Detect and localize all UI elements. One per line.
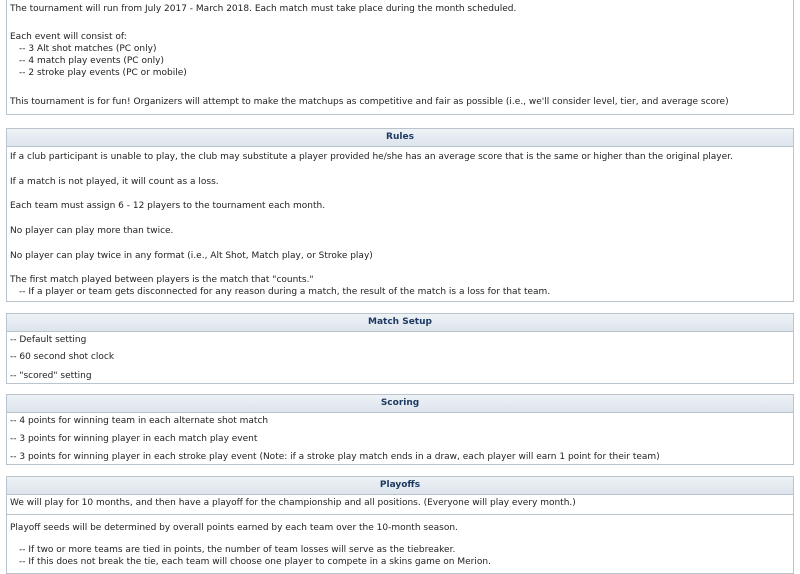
rule-text: No player can play twice in any format (i.e., Alt Shot, Match play, or Stroke play) [10,251,373,261]
scoring-section [6,394,794,465]
playoffs-text: -- If two or more teams are tied in points, the number of team losses will serve as the tiebreaker. [19,545,456,555]
scoring-text: -- 3 points for winning player in each match play event [10,434,258,444]
scoring-text: -- 4 points for winning team in each alternate shot match [10,416,269,426]
rule-text: Each team must assign 6 - 12 players to the tournament each month. [10,201,326,211]
scoring-text: -- 3 points for winning player in each stroke play event (Note: if a stroke play match ends in a draw, each player will earn 1 point for their team) [10,452,660,462]
rule-text: The first match played between players is the match that "counts." [10,275,314,285]
section-header: Rules [7,129,793,147]
section-header: Scoring [7,395,793,413]
section-header: Playoffs [7,477,793,495]
playoffs-section [6,476,794,574]
playoffs-text: -- If this does not break the tie, each team will choose one player to compete in a skins game on Merion. [19,557,491,567]
rule-text: No player can play more than twice. [10,226,174,236]
intro-section [6,0,794,115]
intro-text: This tournament is for fun! Organizers will attempt to make the matchups as competitive and fair as possible (i.e., we'll consider level, tier, and average score) [10,97,729,107]
rules-section [6,128,794,302]
list-item: -- 4 match play events (PC only) [19,56,164,66]
rule-text: If a club participant is unable to play, the club may substitute a player provided he/she has an average score that is the same or higher than the original player. [10,152,733,162]
match-setup-section [6,313,794,384]
playoffs-text: Playoff seeds will be determined by overall points earned by each team over the 10-month season. [10,523,458,533]
intro-text: The tournament will run from July 2017 - March 2018. Each match must take place during the month scheduled. [10,4,517,14]
intro-text: Each event will consist of: [10,32,127,42]
rule-text: If a match is not played, it will count as a loss. [10,177,219,187]
list-item: -- 2 stroke play events (PC or mobile) [19,68,187,78]
rule-text: -- If a player or team gets disconnected for any reason during a match, the result of the match is a loss for that team. [19,287,551,297]
setup-text: -- 60 second shot clock [10,352,115,362]
setup-text: -- Default setting [10,335,87,345]
playoffs-text: We will play for 10 months, and then have a playoff for the championship and all positions. (Everyone will play every month.) [10,498,576,508]
divider [7,514,793,515]
section-header: Match Setup [7,314,793,332]
setup-text: -- "scored" setting [10,371,92,381]
list-item: -- 3 Alt shot matches (PC only) [19,44,157,54]
